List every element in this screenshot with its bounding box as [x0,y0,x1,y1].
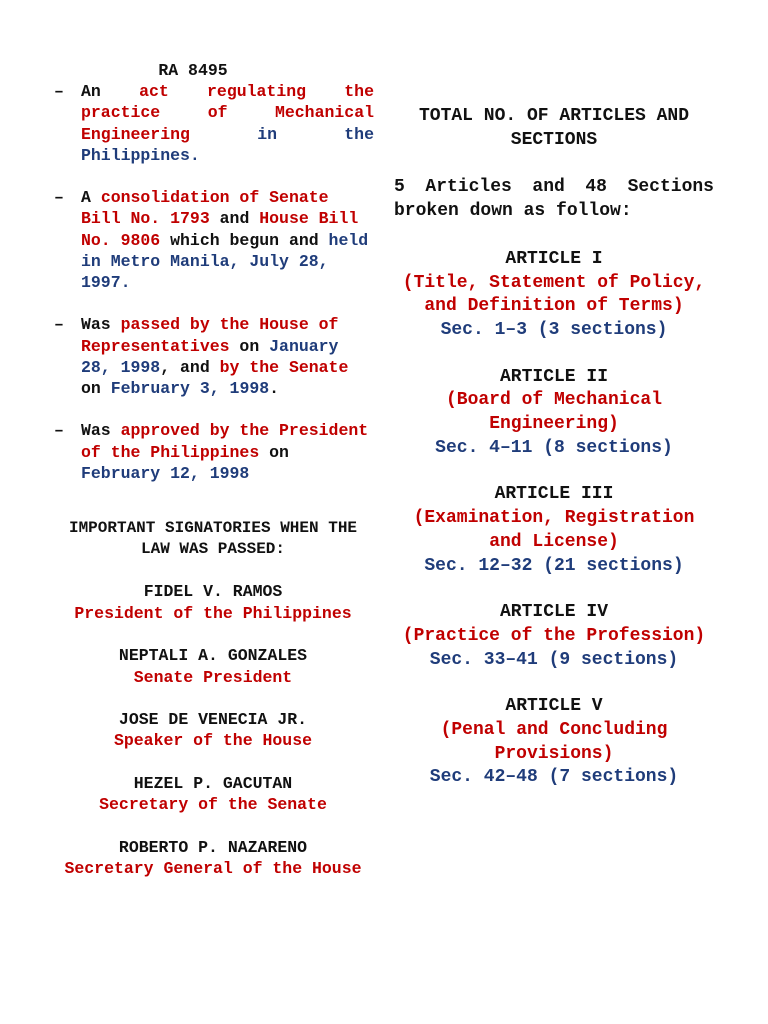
bullet-text-highlight: by the Senate [219,357,349,377]
bullet-text: An [81,82,140,102]
bullet-passed [52,314,374,399]
bullet-text: on [259,442,289,462]
bullet-text-highlight: in the Philippines. [81,124,374,165]
bullet-text-highlight: February 3, 1998 [110,379,270,399]
signatory-name: JOSE DE VENECIA JR. [118,710,308,730]
article-block [394,248,714,343]
bullet-act-description [52,81,374,166]
article-title: ARTICLE V [505,696,603,717]
bullet-text-highlight: held in Metro Manila, July 28, 1997. [81,230,369,293]
bullet-text-highlight: January 28, 1998 [81,336,339,377]
article-title: ARTICLE IV [499,602,609,623]
bullet-text-highlight: consolidation of Senate Bill No. 1793 [81,188,329,229]
bullet-text-highlight: February 12, 1998 [81,463,250,483]
bullet-text: and [209,209,260,229]
bullet-text: Was [81,315,121,335]
article-description: (Board of Mechanical Engineering) [445,390,663,435]
article-description: (Examination, Registration and License) [413,508,695,552]
signatory-name: HEZEL P. GACUTAN [133,774,293,794]
signatory-role: Senate President [133,667,293,687]
bullet-text: on [81,379,111,399]
signatory-name: ROBERTO P. NAZARENO [118,838,308,858]
signatory-role: Secretary of the Senate [99,795,327,815]
article-sections: Sec. 42–48 (7 sections) [429,767,679,788]
signatories-heading: IMPORTANT SIGNATORIES WHEN THE LAW WAS PASSED: [68,519,358,559]
article-description: (Title, Statement of Policy, and Definition of Terms) [402,272,706,317]
article-sections: Sec. 4–11 (8 sections) [435,437,673,458]
article-description: (Penal and Concluding Provisions) [440,720,668,764]
bullet-text: on [229,336,270,356]
right-column [394,105,714,813]
article-sections: Sec. 12–32 (21 sections) [424,555,684,576]
article-title: ARTICLE II [499,366,609,387]
signatory [52,773,374,815]
bullet-text: . [269,379,280,399]
bullet-text-highlight: approved by the President of the Philippines [81,421,369,462]
article-title: ARTICLE III [494,484,614,505]
signatory [52,645,374,687]
article-sections: Sec. 1–3 (3 sections) [440,319,668,340]
article-title: ARTICLE I [505,248,603,269]
articles-intro: 5 Articles and 48 Sections broken down as follow: [394,177,714,222]
signatory-name: NEPTALI A. GONZALES [118,646,308,666]
left-column [52,60,374,901]
signatory [52,837,374,879]
articles-heading: TOTAL NO. OF ARTICLES AND SECTIONS [418,106,690,150]
signatory-name: FIDEL V. RAMOS [143,582,283,602]
article-block [394,366,714,461]
article-block [394,483,714,578]
bullet-dash: – [54,315,64,335]
bullet-text-highlight: passed by the House of Representatives [81,315,339,356]
article-block [394,695,714,790]
bullet-text: Was [81,421,121,441]
bullet-dash: – [54,421,64,441]
article-block [394,601,714,672]
bullet-text-highlight: act regulating the practice of Mechanical Engineering [81,82,374,144]
bullet-text-highlight: House Bill No. 9806 [81,209,359,250]
bullet-text: A [81,188,101,208]
signatory-role: President of the Philippines [74,603,352,623]
article-sections: Sec. 33–41 (9 sections) [429,649,679,670]
bullet-dash: – [54,188,64,208]
law-title: RA 8495 [158,61,228,80]
bullet-text: which begun and [160,230,329,250]
signatory-role: Speaker of the House [113,731,313,751]
article-description: (Practice of the Profession) [402,625,706,646]
bullet-approved [52,420,374,484]
bullet-consolidation [52,187,374,293]
bullet-dash: – [54,82,64,102]
bullet-text: , and [160,357,220,377]
signatory-role: Secretary General of the House [64,859,362,879]
signatory [52,709,374,751]
signatory [52,581,374,623]
